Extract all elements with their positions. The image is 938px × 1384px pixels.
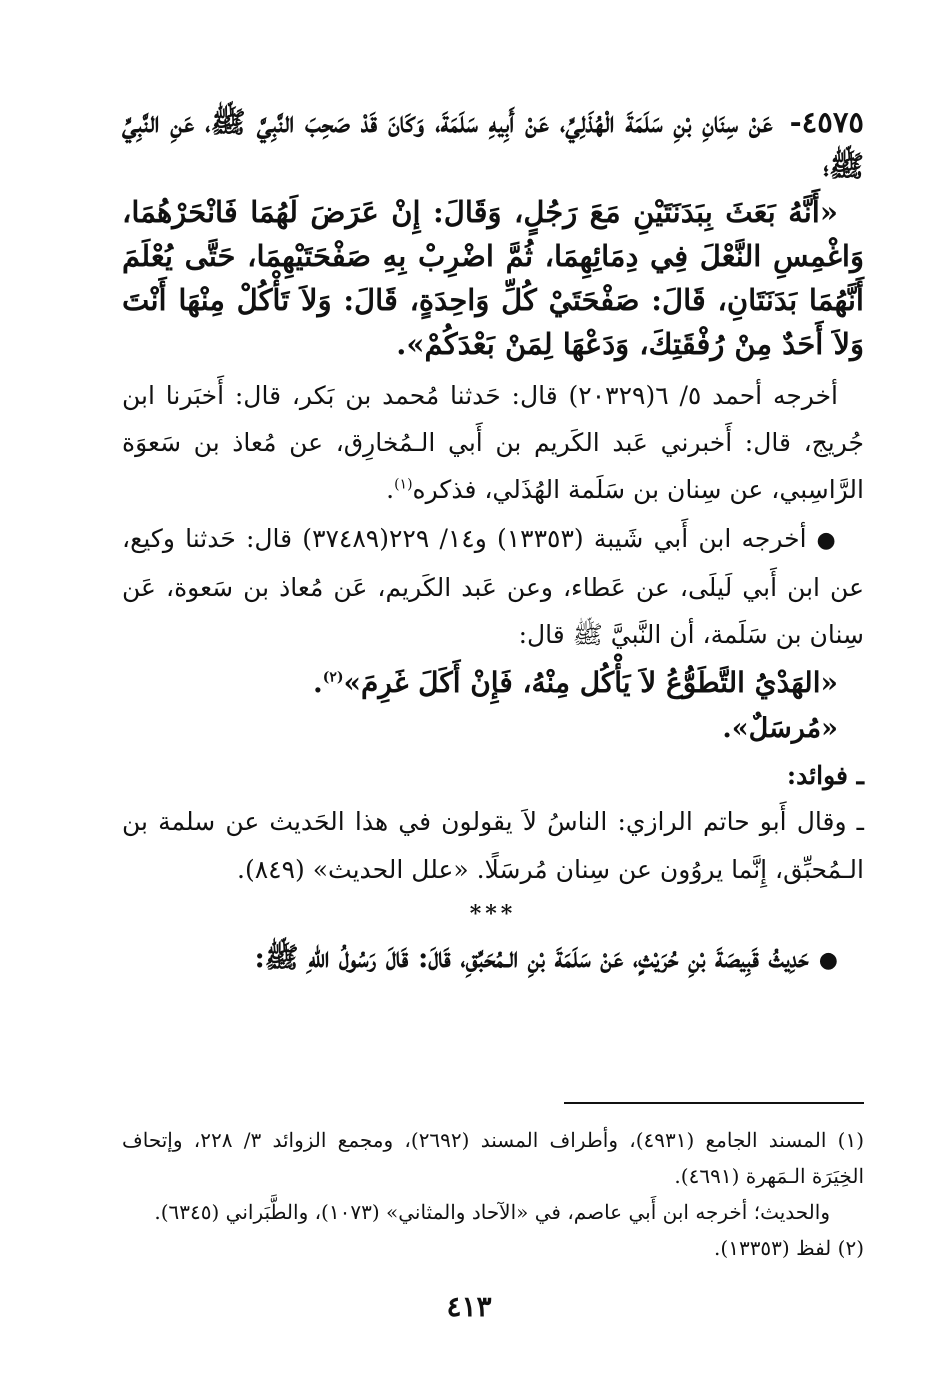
footnote-1-continuation: والحديث؛ أخرجه ابن أَبي عاصم، في «الآحاد والمثاني» (١٠٧٣)، والطَّبَراني (٦٣٤٥).: [154, 1200, 830, 1224]
footnote-divider: [564, 1102, 864, 1104]
quoted-hadith-text: «الهَدْيُ التَّطَوُّعُ لاَ يَأْكُل مِنْهُ، فَإِنْ أَكَلَ غَرِمَ»: [343, 666, 838, 699]
takhrij-end: .: [386, 475, 395, 504]
bullet-icon: ●: [816, 528, 838, 553]
benefits-heading: ـ فوائد:: [786, 761, 864, 790]
takhrij-paragraph: [122, 372, 864, 513]
footnote-ref-1[interactable]: (١): [394, 476, 413, 493]
next-hadith-heading: [122, 934, 864, 984]
benefits-text: ـ وقال أَبو حاتم الرازي: الناسُ لاَ يقولون في هذا الحَديث عن سلمة بن الـمُحبِّق، إِنَّما يروُون عن سِنان مُرسَلًا. «علل الحديث» (٨٤٩).: [122, 807, 864, 884]
second-report-text: أخرجه ابن أَبي شَيبة (١٣٣٥٣) و١٤/ ٢٢٩(٣٧٤٨٩) قال: حَدثنا وكيع، عن ابن أَبي لَيلَى، عن عَطاء، وعن عَبد الكَريم، عَن مُعاذ بن سَعوة، عَن سِنان بن سَلَمة، أن النَّبيَّ ﷺ قال:: [122, 524, 864, 649]
bullet-icon: ●: [818, 947, 838, 973]
footnote-1: (١) المسند الجامع (٤٩٣١)، وأطراف المسند (٢٦٩٢)، ومجمع الزوائد ٣/ ٢٢٨، وإتحاف الخِيَرَة الـمَهرة (٤٦٩١).: [122, 1128, 864, 1188]
hadith-isnad-text: عَنْ سِنَانِ بْنِ سَلَمَةَ الْهُذَلِيِّ، عَنْ أَبِيهِ سَلَمَةَ، وَكَانَ قَدْ صَحِبَ النَّبِيَّ ﷺ، عَنِ النَّبِيِّ ﷺ؛: [122, 105, 864, 183]
second-report-paragraph: [122, 515, 864, 658]
page-number: ٤١٣: [446, 1290, 492, 1323]
next-hadith-text: حَدِيثُ قَبِيصَةَ بْنِ حُرَيْثٍ، عَنْ سَلَمَةَ بْنِ الـمُحَبِّقِ، قَالَ: قَالَ رَسُولُ اللهِ ﷺ:: [254, 941, 809, 974]
footnote-ref-2[interactable]: (٢): [322, 669, 344, 686]
section-separator: ***: [469, 901, 517, 927]
quoted-hadith-end: .: [312, 666, 323, 699]
mursal-status: «مُرسَلٌ».: [722, 713, 838, 744]
hadith-matn: «أَنَّهُ بَعَثَ بِبَدَنَتَيْنِ مَعَ رَجُلٍ، وَقَالَ: إِنْ عَرَضَ لَهُمَا فَانْحَرْهُمَا، وَاغْمِسِ النَّعْلَ فِي دِمَائِهِمَا، ثُمَّ اضْرِبْ بِهِ صَفْحَتَيْهِمَا، حَتَّى يُعْلَمَ أَنَّهُمَا بَدَنَتَانِ، قَالَ: صَفْحَتَيْ كُلِّ وَاحِدَةٍ، قَالَ: وَلاَ تَأْكُلْ مِنْهَا أَنْتَ وَلاَ أَحَدٌ مِنْ رُفْقَتِكَ، وَدَعْهَا لِمَنْ بَعْدَكُمْ».: [122, 195, 864, 361]
footnote-2: (٢) لفظ (١٣٣٥٣).: [714, 1236, 864, 1260]
takhrij-text: أخرجه أحمد ٥/ ٦(٢٠٣٢٩) قال: حَدثنا مُحمد بن بَكر، قال: أَخبَرنا ابن جُريج، قال: أَخبرني عَبد الكَريم بن أَبي الـمُخارِق، عن مُعاذ بن سَعوَة الرَّاسِبي، عن سِنان بن سَلَمة الهُذَلي، فذكره: [122, 381, 864, 504]
quoted-hadith: [122, 660, 864, 706]
hadith-isnad: [122, 100, 864, 188]
page-body: [122, 100, 864, 984]
footnotes: [122, 1122, 864, 1266]
hadith-number: ٤٥٧٥-: [789, 105, 864, 139]
